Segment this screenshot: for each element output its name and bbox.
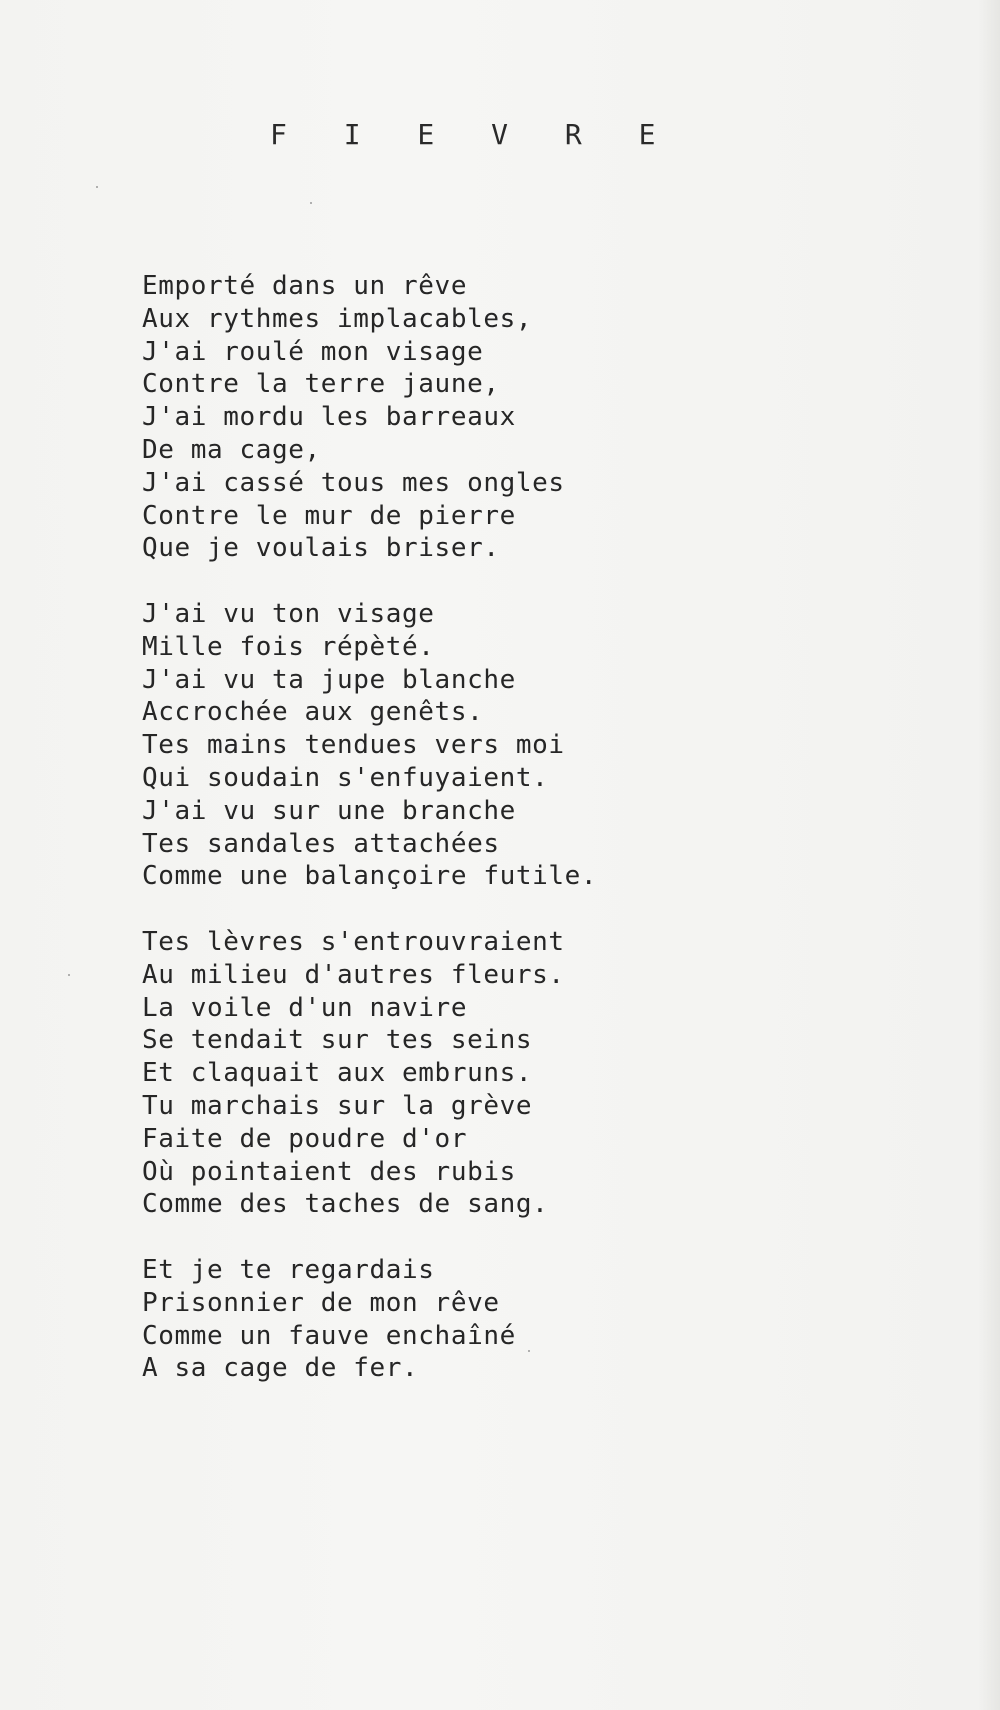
poem-line: Contre le mur de pierre [142,500,516,531]
poem-line: A sa cage de fer. [142,1353,419,1384]
poem-line: Tu marchais sur la grève [142,1090,533,1121]
poem-title: F I E V R E [270,118,676,151]
poem-line: J'ai vu ton visage [142,598,435,629]
poem-line: Tes mains tendues vers moi [142,730,565,761]
poem-line: Se tendait sur tes seins [142,1025,533,1056]
paper-speck [310,202,312,204]
poem-line: Au milieu d'autres fleurs. [142,959,565,990]
poem-line: Emporté dans un rêve [142,271,468,301]
page-edge-shadow [978,0,1000,1710]
poem-line: Qui soudain s'enfuyaient. [142,762,549,793]
poem-line: Mille fois répèté. [142,631,435,662]
poem-line: Tes sandales attachées [142,828,500,859]
poem-line: Comme une balançoire futile. [142,861,598,892]
poem-line: Contre la terre jaune, [142,369,500,400]
paper-speck [96,186,98,188]
poem-line: Où pointaient des rubis [142,1156,516,1187]
poem-line: J'ai roulé mon visage [142,336,484,367]
poem-line: Accrochée aux genêts. [142,697,484,728]
stanza-2 [142,598,597,893]
paper-speck [68,974,70,976]
poem-line: De ma cage, [142,434,321,465]
stanza-1 [142,270,597,565]
poem-line: J'ai mordu les barreaux [142,402,516,433]
poem-line: J'ai cassé tous mes ongles [142,467,565,498]
poem-line: Comme des taches de sang. [142,1189,549,1220]
poem-line: Que je voulais briser. [142,533,500,564]
poem-line: Prisonnier de mon rêve [142,1287,500,1318]
poem-line: Et claquait aux embruns. [142,1058,533,1089]
stanza-4 [142,1254,597,1385]
poem-line: J'ai vu sur une branche [142,795,516,826]
poem-body [142,270,597,1418]
poem-line: La voile d'un navire [142,992,468,1023]
poem-line: Comme un fauve enchaîné [142,1320,516,1351]
poem-line: Et je te regardais [142,1254,435,1285]
poem-line: Aux rythmes implacables, [142,303,533,334]
poem-line: Tes lèvres s'entrouvraient [142,926,565,957]
stanza-3 [142,926,597,1221]
poem-line: J'ai vu ta jupe blanche [142,664,516,695]
poem-line: Faite de poudre d'or [142,1123,468,1154]
